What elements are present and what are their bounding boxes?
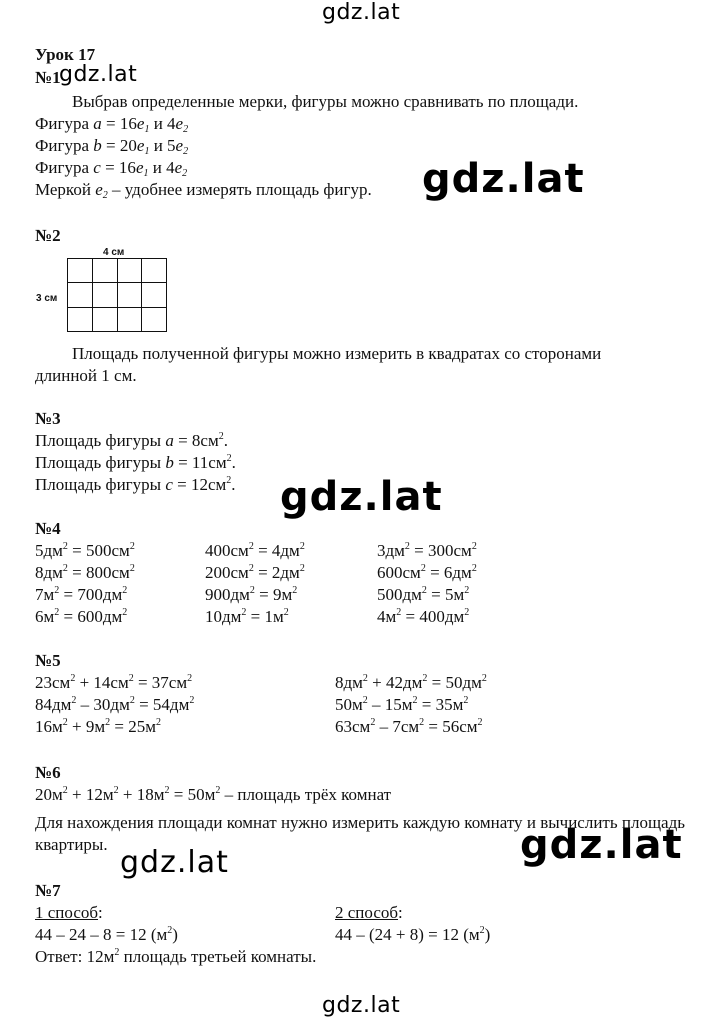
n4-col2-row3: $900дм^2 = 9м^2$	[205, 585, 298, 604]
n2-text-line1: Площадь полученной фигуры можно измерить в квадратах со сторонами	[72, 344, 602, 363]
n4-col3-row3: $500дм^2 = 5м^2$	[377, 585, 470, 604]
n5-left-row2: $84дм^2 - 30дм^2 = 54дм^2$	[35, 695, 195, 714]
n4-title: №4	[35, 519, 61, 538]
square-grid-figure	[67, 258, 167, 332]
n4-col1-row1: $5дм^2 = 500см^2$	[35, 541, 135, 560]
watermark-top: gdz.lat	[322, 0, 401, 25]
n4-col2-row2: $200см^2 = 2дм^2$	[205, 563, 305, 582]
n2-text-line2: длинной 1 см.	[35, 366, 137, 385]
watermark-n1: gdz.lat	[59, 62, 138, 87]
grid-cell	[68, 307, 93, 331]
n2-title: №2	[35, 226, 61, 245]
n7-way2-label: 2 способ:	[335, 903, 403, 922]
grid-cell	[68, 283, 93, 307]
n1-figure-b: Фигура $b = 20e_1$ и $5e_2$	[35, 136, 189, 157]
n7-way1-expr: 44 – 24 – 8 = 12 $(м^2)$	[35, 925, 178, 944]
n1-title: №1	[35, 68, 61, 87]
n4-col1-row4: $6м^2 = 600дм^2$	[35, 607, 128, 626]
n1-figure-c: Фигура $c = 16e_1$ и $4e_2$	[35, 158, 188, 179]
n5-right-row2: $50м^2 - 15м^2 = 35м^2$	[335, 695, 469, 714]
n3-title: №3	[35, 409, 61, 428]
n6-paragraph: Для нахождения площади комнат нужно измерить каждую комнату и вычислить площадь квартиры.	[35, 813, 685, 854]
grid-cell	[68, 259, 93, 283]
n4-col2-row4: $10дм^2 = 1м^2$	[205, 607, 289, 626]
grid-cell	[142, 307, 167, 331]
grid-cell	[92, 259, 117, 283]
n5-title: №5	[35, 651, 61, 670]
watermark-bottom: gdz.lat	[322, 993, 401, 1018]
grid-cell	[92, 283, 117, 307]
n1-conclusion: Меркой $e_2$ – удобнее измерять площадь фигур.	[35, 180, 372, 201]
n3-row-a: Площадь фигуры $a = 8см^2$.	[35, 431, 228, 450]
n5-left-row1: $23см^2 + 14см^2 = 37см^2$	[35, 673, 193, 692]
n4-col2-row1: $400см^2 = 4дм^2$	[205, 541, 305, 560]
n1-intro: Выбрав определенные мерки, фигуры можно сравнивать по площади.	[72, 92, 579, 111]
grid-side-label: 3 см	[36, 293, 58, 304]
n3-row-c: Площадь фигуры $c = 12см^2$.	[35, 475, 236, 494]
n3-row-b: Площадь фигуры $b = 11см^2$.	[35, 453, 236, 472]
n4-col3-row2: $600см^2 = 6дм^2$	[377, 563, 477, 582]
n5-right-row3: $63см^2 - 7см^2 = 56см^2$	[335, 717, 483, 736]
n1-figure-a: Фигура $a = 16e_1$ и $4e_2$	[35, 114, 189, 135]
watermark-large-2: gdz.lat	[280, 474, 443, 520]
n6-equation: $20м^2 + 12м^2 + 18м^2 = 50м^2$ – площадь трёх комнат	[35, 785, 392, 804]
grid-cell	[117, 283, 142, 307]
grid-cell	[117, 259, 142, 283]
grid-cell	[92, 307, 117, 331]
n4-col3-row1: $3дм^2 = 300см^2$	[377, 541, 477, 560]
n7-way1-label: 1 способ:	[35, 903, 103, 922]
watermark-large-3: gdz.lat	[520, 822, 683, 868]
lesson-title: Урок 17	[35, 45, 96, 64]
n7-answer: Ответ: $12м^2$ площадь третьей комнаты.	[35, 947, 317, 966]
n4-col1-row3: $7м^2 = 700дм^2$	[35, 585, 128, 604]
n7-title: №7	[35, 881, 61, 900]
grid-cell	[142, 259, 167, 283]
n6-title: №6	[35, 763, 61, 782]
n4-col3-row4: $4м^2 = 400дм^2$	[377, 607, 470, 626]
n5-right-row1: $8дм^2 + 42дм^2 = 50дм^2$	[335, 673, 487, 692]
grid-cell	[142, 283, 167, 307]
grid-top-label: 4 см	[103, 247, 125, 258]
watermark-large-1: gdz.lat	[422, 156, 585, 202]
n4-col1-row2: $8дм^2 = 800см^2$	[35, 563, 135, 582]
grid-cell	[117, 307, 142, 331]
n5-left-row3: $16м^2 + 9м^2 = 25м^2$	[35, 717, 161, 736]
n7-way2-expr: 44 – (24 + 8) = 12 $(м^2)$	[335, 925, 491, 944]
watermark-left: gdz.lat	[120, 845, 229, 880]
